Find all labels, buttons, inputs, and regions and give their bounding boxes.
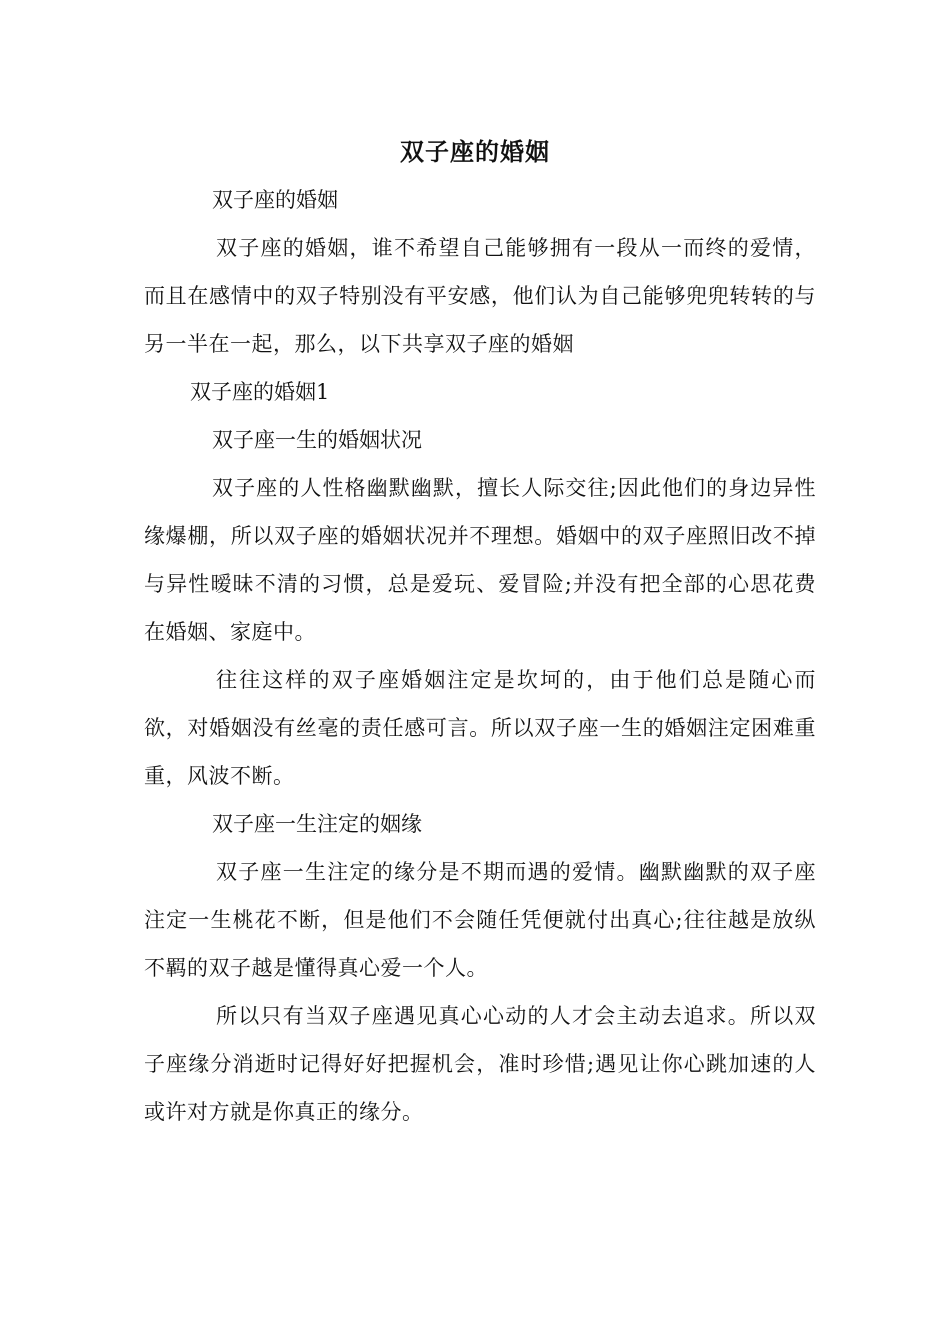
body-paragraph: 双子座的人性格幽默幽默，擅长人际交往;因此他们的身边异性缘爆棚，所以双子座的婚姻状况并不理想。婚姻中的双子座照旧改不掉与异性暧昧不清的习惯，总是爱玩、爱冒险;并没有把全部的心思花费在婚姻、家庭中。 [144,476,816,644]
body-paragraph: 所以只有当双子座遇见真心心动的人才会主动去追求。所以双子座缘分消逝时记得好好把握机会，准时珍惜;遇见让你心跳加速的人或许对方就是你真正的缘分。 [144,1004,816,1124]
subtitle-paragraph: 双子座的婚姻 [212,188,338,212]
body-paragraph: 往往这样的双子座婚姻注定是坎坷的，由于他们总是随心而欲，对婚姻没有丝毫的责任感可言。所以双子座一生的婚姻注定困难重重，风波不断。 [144,668,816,788]
document-body [144,176,816,1136]
intro-paragraph: 双子座的婚姻，谁不希望自己能够拥有一段从一而终的爱情，而且在感情中的双子特别没有平安感，他们认为自己能够兜兜转转的与另一半在一起，那么，以下共享双子座的婚姻 [144,236,816,356]
subsection-heading-marriage-status: 双子座一生的婚姻状况 [212,428,422,452]
subsection-heading-destined-fate: 双子座一生注定的姻缘 [212,812,422,836]
section-heading-1: 双子座的婚姻1 [190,380,330,404]
document-title: 双子座的婚姻 [400,137,550,166]
body-paragraph: 双子座一生注定的缘分是不期而遇的爱情。幽默幽默的双子座注定一生桃花不断，但是他们不会随任凭便就付出真心;往往越是放纵不羁的双子越是懂得真心爱一个人。 [144,860,816,980]
